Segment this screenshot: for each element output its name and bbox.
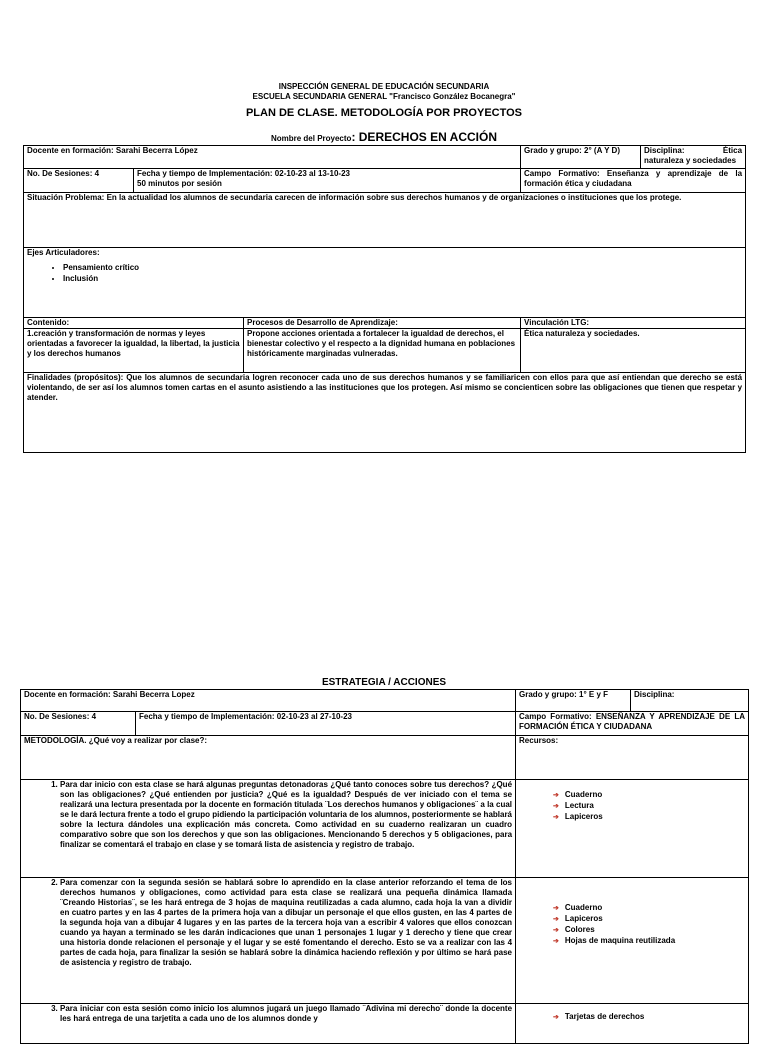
list-item: ➔ Lapiceros: [553, 812, 745, 823]
docente-cell: Docente en formación: Sarahi Becerra López: [24, 146, 521, 169]
fecha-cell: [134, 169, 521, 193]
project-name: : DERECHOS EN ACCIÓN: [351, 130, 498, 144]
project-label: Nombre del Proyecto: [270, 134, 352, 143]
project-name-line: [0, 130, 768, 144]
ejes-list: [27, 262, 742, 284]
step-text: 3. Para iniciar con esta sesión como inicio los alumnos jugará un juego llamado ¨Adivina mi derecho¨ donde la docente les hará entrega de una tarjetita a cada uno de los alumnos donde y: [60, 1004, 512, 1024]
institution-line: INSPECCIÓN GENERAL DE EDUCACIÓN SECUNDARIA: [278, 82, 490, 91]
step-cell: [21, 780, 516, 878]
duracion-line: 50 minutos por sesión: [137, 179, 222, 188]
list-item: ➔ Lapiceros: [553, 914, 745, 925]
docente-cell: Docente en formación: Sarahi Becerra Lopez: [21, 690, 516, 712]
campo-cell: Campo Formativo: ENSEÑANZA Y APRENDIZAJE DE LA FORMACIÓN ÉTICA Y CIUDADANA: [516, 712, 749, 736]
list-item: ➔ Lectura: [553, 801, 745, 812]
contenido-label: Contenido:: [24, 318, 244, 329]
list-item: • Inclusión: [63, 273, 742, 284]
list-item: • Pensamiento crítico: [63, 262, 742, 273]
step-text: 1. Para dar inicio con esta clase se hará algunas preguntas detonadoras ¿Qué tanto conoces sobre tus derechos? ¿Qué son las obligaciones? ¿Qué entienden por justicia? ¿Qué es la igualdad? Después de ver iniciado con el tema se realizará una lectura presentada por la docente en formación titulada ¨Los derechos humanos y obligaciones¨ a la cual se le dará lectura frente a todo el grupo pidiendo la participación voluntaria de los alumnos, posteriormente se hablará sobre la lectura dándoles una explicación más concreta. Como actividad en su cuaderno realizaran un cuadro comparativo sobre que son los derechos y que son las obligaciones. Mencionando 5 derechos y 5 obligaciones, para finalizar se comentará el trabajo en clase y se tomará lista de asistencia y registro de trabajo.: [60, 780, 512, 850]
recursos-label: Recursos:: [516, 736, 749, 780]
page-title: PLAN DE CLASE. METODOLOGÍA POR PROYECTOS: [245, 107, 523, 119]
sesiones-cell: No. De Sesiones: 4: [24, 169, 134, 193]
contenido-cell: 1.creación y transformación de normas y leyes orientadas a favorecer la igualdad, la libertad, la justicia y los derechos humanos: [24, 329, 244, 373]
situacion-cell: Situación Problema: En la actualidad los alumnos de secundaria carecen de información sobre sus derechos humanos y de organizaciones o instituciones que los protege.: [24, 193, 746, 248]
list-item: ➔ Cuaderno: [553, 790, 745, 801]
grado-cell: Grado y grupo: 1° E y F: [516, 690, 631, 712]
vinculacion-cell: Ética naturaleza y sociedades.: [521, 329, 746, 373]
resources-cell: [516, 780, 749, 878]
disciplina-cell: Disciplina: Ética naturaleza y sociedades: [641, 146, 746, 169]
step-cell: [21, 878, 516, 1004]
finalidades-cell: Finalidades (propósitos): Que los alumnos de secundaria logren reconocer cada uno de sus derechos humanos y se familiaricen con ellos para que así entiendan que derecho se está violentando, de ser así los alumnos tomen cartas en el asunto asistiendo a las instituciones que los protegen. Así mismo se concienticen sobre las obligaciones que tienen que respetar y atender.: [24, 373, 746, 453]
school-line: ESCUELA SECUNDARIA GENERAL "Francisco González Bocanegra": [252, 92, 516, 101]
ejes-cell: [24, 248, 746, 318]
ejes-label: Ejes Articuladores:: [27, 248, 100, 257]
strategy-table: [20, 689, 749, 1044]
grado-cell: Grado y grupo: 2° (A Y D): [521, 146, 641, 169]
list-item: ➔ Tarjetas de derechos: [553, 1012, 745, 1023]
strategy-title: ESTRATEGIA / ACCIONES: [321, 677, 447, 688]
vinculacion-label: Vinculación LTG:: [521, 318, 746, 329]
document-header: [0, 82, 768, 102]
procesos-label: Procesos de Desarrollo de Aprendizaje:: [244, 318, 521, 329]
resources-cell: [516, 878, 749, 1004]
disciplina-cell: Disciplina:: [631, 690, 749, 712]
procesos-cell: Propone acciones orientada a fortalecer la igualdad de derechos, el bienestar colectivo y el respecto a la dignidad humana en poblaciones históricamente marginadas vulneradas.: [244, 329, 521, 373]
step-text: 2. Para comenzar con la segunda sesión se hablará sobre lo aprendido en la clase anterior reforzando el tema de los derechos humanos y obligaciones, como actividad para esta clase se realizará una pequeña dinámica llamada ¨Creando Historias¨, se les hará entrega de 3 hojas de maquina reutilizadas a cada alumno, cada hoja la van a dividir en cuatro partes y en las 4 partes de la primera hoja van a dibujar un personaje el que ellos gusten, en las 4 partes de la segunda hoja van a dibujar 4 lugares y en las partes de la tercera hoja van a escribir 4 valores que ellos conozcan cuando ya hayan a terminado se les darán indicaciones que unan 1 personajes 1 lugar y 1 derecho y tiene que crear una historia donde relacionen el personaje y el lugar y se esté fomentando el derecho. Esto se va a realizar con las 4 partes de cada hoja, para finalizar la sesión se hablará sobre la dinámica haciendo reflexión y por último se hará pase de asistencia y registro de trabajo.: [60, 878, 512, 968]
plan-table: [23, 145, 746, 453]
list-item: ➔ Colores: [553, 925, 745, 936]
metodologia-label: METODOLOGÍA. ¿Qué voy a realizar por clase?:: [21, 736, 516, 780]
list-item: ➔ Cuaderno: [553, 903, 745, 914]
fecha-cell: Fecha y tiempo de Implementación: 02-10-23 al 27-10-23: [136, 712, 516, 736]
fecha-line: Fecha y tiempo de Implementación: 02-10-23 al 13-10-23: [137, 169, 350, 178]
sesiones-cell: No. De Sesiones: 4: [21, 712, 136, 736]
campo-cell: Campo Formativo: Enseñanza y aprendizaje de la formación ética y ciudadana: [521, 169, 746, 193]
list-item: ➔ Hojas de maquina reutilizada: [553, 936, 745, 947]
